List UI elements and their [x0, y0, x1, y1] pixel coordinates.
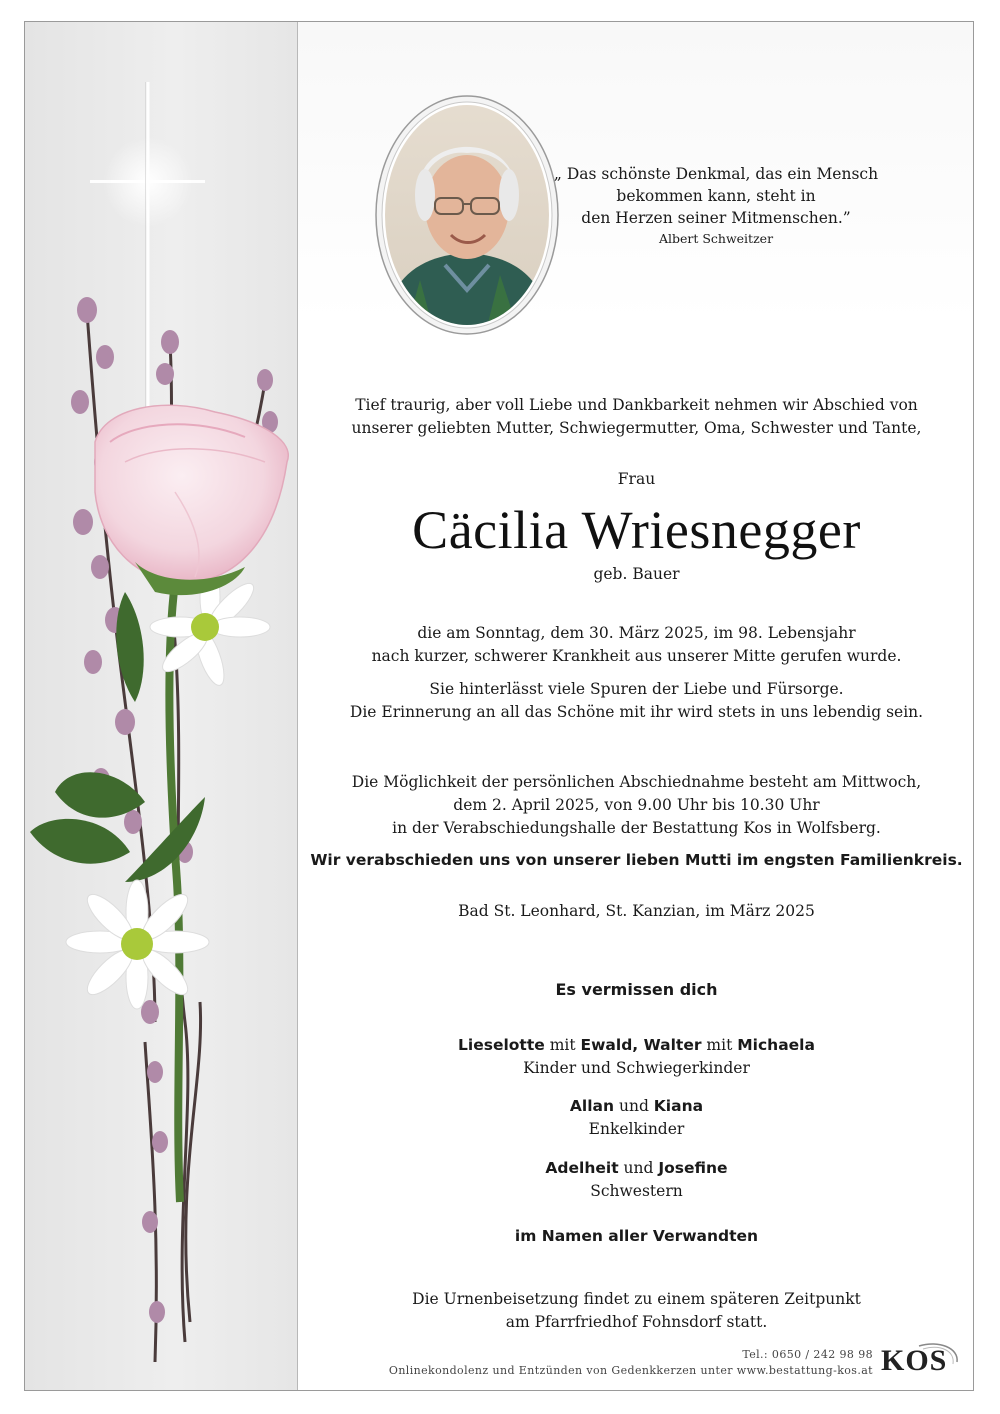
- mourner-name: Walter: [643, 1036, 702, 1054]
- intro-text: [298, 394, 974, 440]
- mourners-heading: Es vermissen dich: [555, 980, 718, 999]
- quote-author: Albert Schweitzer: [658, 231, 774, 246]
- farewell-line-3: in der Verabschiedungshalle der Bestattung Kos in Wolfsberg.: [392, 819, 881, 837]
- mourner-joiner: mit: [701, 1036, 738, 1054]
- quote-line-2: bekommen kann, steht in: [616, 187, 816, 205]
- mourner-joiner: und: [614, 1097, 654, 1115]
- decor-panel: [25, 22, 298, 1390]
- mourner-role: Schwestern: [590, 1182, 683, 1200]
- family-note: Wir verabschieden uns von unserer lieben Mutti im engsten Familienkreis.: [310, 851, 963, 869]
- mourner-name: Michaela: [737, 1036, 815, 1054]
- mourner-joiner: mit: [544, 1036, 581, 1054]
- quote-line-1: „ Das schönste Denkmal, das ein Mensch: [553, 165, 879, 183]
- mourner-name: Josefine: [658, 1159, 728, 1177]
- mourner-group-3: [298, 1157, 974, 1203]
- urn-line-2: am Pfarrfriedhof Fohnsdorf statt.: [505, 1313, 768, 1331]
- quote-block: [551, 163, 881, 249]
- mourner-name: Lieselotte: [458, 1036, 545, 1054]
- mourner-separator: ,: [632, 1036, 644, 1054]
- mourner-name: Allan: [569, 1097, 615, 1115]
- mourner-group-1: [298, 1034, 974, 1080]
- intro-line-2: unserer geliebten Mutter, Schwiegermutter, Oma, Schwester und Tante,: [351, 419, 922, 437]
- mourner-name: Kiana: [653, 1097, 704, 1115]
- urn-burial-info: [298, 1288, 974, 1334]
- mourner-name: Ewald: [580, 1036, 633, 1054]
- farewell-line-1: Die Möglichkeit der persönlichen Abschiednahme besteht am Mittwoch,: [351, 773, 922, 791]
- death-line-1: die am Sonntag, dem 30. März 2025, im 98. Lebensjahr: [417, 624, 856, 642]
- obituary-card: [24, 21, 974, 1391]
- urn-line-1: Die Urnenbeisetzung findet zu einem späteren Zeitpunkt: [412, 1290, 861, 1308]
- logo-text: KOS: [881, 1344, 948, 1377]
- mourner-group-2: [298, 1095, 974, 1141]
- death-notice: [298, 622, 974, 668]
- footer-phone: Tel.: 0650 / 242 98 98: [742, 1348, 873, 1361]
- intro-line-1: Tief traurig, aber voll Liebe und Dankbarkeit nehmen wir Abschied von: [355, 396, 918, 414]
- footer-online-note: Onlinekondolenz und Entzünden von Gedenkkerzen unter www.bestattung-kos.at: [388, 1364, 873, 1377]
- mourner-role: Enkelkinder: [588, 1120, 685, 1138]
- place-date: Bad St. Leonhard, St. Kanzian, im März 2025: [458, 902, 815, 920]
- salutation: Frau: [617, 470, 656, 488]
- mourner-name: Adelheit: [545, 1159, 619, 1177]
- daisy-lower: [66, 880, 209, 1009]
- legacy-line-2: Die Erinnerung an all das Schöne mit ihr wird stets in uns lebendig sein.: [349, 703, 924, 721]
- legacy-line-1: Sie hinterlässt viele Spuren der Liebe und Fürsorge.: [429, 680, 844, 698]
- farewell-line-2: dem 2. April 2025, von 9.00 Uhr bis 10.30 Uhr: [453, 796, 820, 814]
- death-line-2: nach kurzer, schwerer Krankheit aus unserer Mitte gerufen wurde.: [371, 647, 902, 665]
- rose-illustration: [25, 22, 298, 1391]
- quote-line-3: den Herzen seiner Mitmenschen.”: [581, 209, 851, 227]
- portrait-photo: [375, 95, 559, 335]
- kos-logo: [879, 1340, 965, 1380]
- legacy-text: [298, 678, 974, 724]
- birth-name: geb. Bauer: [593, 565, 680, 583]
- mourner-role: Kinder und Schwiegerkinder: [523, 1059, 750, 1077]
- farewell-info: [298, 771, 974, 840]
- mourner-joiner: und: [618, 1159, 659, 1177]
- relatives-line: im Namen aller Verwandten: [514, 1227, 759, 1245]
- deceased-name: Cäcilia Wriesnegger: [412, 500, 861, 560]
- rose-bloom: [95, 405, 288, 595]
